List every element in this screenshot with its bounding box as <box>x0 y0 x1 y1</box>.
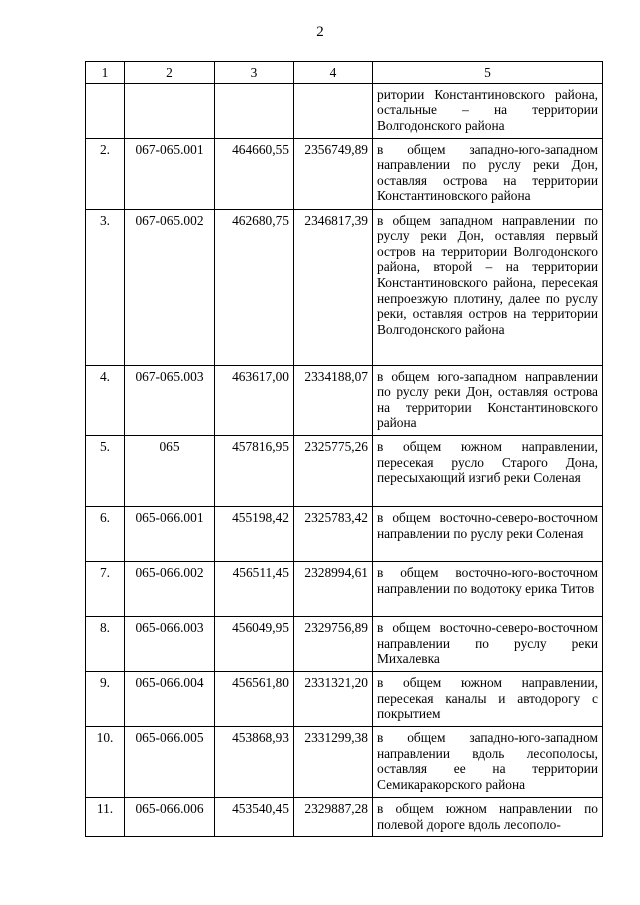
header-col-4: 4 <box>294 62 373 84</box>
table-header-row <box>86 62 603 84</box>
coordinate-y <box>294 83 373 138</box>
coordinate-y: 2325783,42 <box>294 506 373 561</box>
coordinate-y: 2346817,39 <box>294 209 373 365</box>
row-number: 9. <box>86 671 125 726</box>
coordinate-y: 2325775,26 <box>294 435 373 506</box>
coordinate-x: 456511,45 <box>215 561 294 616</box>
coordinate-y: 2329756,89 <box>294 616 373 671</box>
table-row <box>86 616 603 671</box>
point-code: 065 <box>125 435 215 506</box>
point-code: 065-066.006 <box>125 797 215 836</box>
page-number: 2 <box>316 24 324 40</box>
point-code: 065-066.001 <box>125 506 215 561</box>
table-row <box>86 726 603 797</box>
table-row <box>86 435 603 506</box>
row-number: 4. <box>86 365 125 435</box>
boundary-description: в общем юго-западном направлении по руслу реки Дон, оставляя острова на территории Константиновского района <box>373 365 603 435</box>
point-code: 065-066.004 <box>125 671 215 726</box>
row-number: 2. <box>86 138 125 209</box>
table-row <box>86 506 603 561</box>
table-row <box>86 561 603 616</box>
row-number: 11. <box>86 797 125 836</box>
boundary-table <box>85 61 603 837</box>
coordinate-y: 2331299,38 <box>294 726 373 797</box>
header-col-2: 2 <box>125 62 215 84</box>
coordinate-x: 463617,00 <box>215 365 294 435</box>
coordinate-x: 453868,93 <box>215 726 294 797</box>
coordinate-y: 2334188,07 <box>294 365 373 435</box>
coordinate-x: 457816,95 <box>215 435 294 506</box>
row-number: 7. <box>86 561 125 616</box>
coordinate-x: 455198,42 <box>215 506 294 561</box>
table-row <box>86 797 603 836</box>
point-code: 067-065.003 <box>125 365 215 435</box>
point-code: 067-065.002 <box>125 209 215 365</box>
boundary-description: ритории Константиновского района, остальные – на территории Волгодонского района <box>373 83 603 138</box>
boundary-description: в общем южном направлении по полевой дороге вдоль лесополо- <box>373 797 603 836</box>
boundary-description: в общем западно-юго-западном направлении вдоль лесополосы, оставляя ее на территории Семикаракорского района <box>373 726 603 797</box>
boundary-description: в общем восточно-северо-восточном направлении по руслу реки Михалевка <box>373 616 603 671</box>
boundary-description: в общем южном направлении, пересекая русло Старого Дона, пересыхающий изгиб реки Соленая <box>373 435 603 506</box>
point-code: 067-065.001 <box>125 138 215 209</box>
table-row <box>86 671 603 726</box>
coordinate-y: 2329887,28 <box>294 797 373 836</box>
boundary-description: в общем западно-юго-западном направлении по руслу реки Дон, оставляя острова на территории Константиновского района <box>373 138 603 209</box>
coordinate-y: 2328994,61 <box>294 561 373 616</box>
table-row <box>86 138 603 209</box>
point-code: 065-066.005 <box>125 726 215 797</box>
coordinate-x: 456561,80 <box>215 671 294 726</box>
header-col-1: 1 <box>86 62 125 84</box>
row-number: 6. <box>86 506 125 561</box>
boundary-description: в общем южном направлении, пересекая каналы и автодорогу с покрытием <box>373 671 603 726</box>
point-code: 065-066.003 <box>125 616 215 671</box>
coordinate-x: 464660,55 <box>215 138 294 209</box>
row-number: 3. <box>86 209 125 365</box>
coordinate-x: 453540,45 <box>215 797 294 836</box>
table-row <box>86 209 603 365</box>
coordinate-x: 462680,75 <box>215 209 294 365</box>
coordinate-y: 2356749,89 <box>294 138 373 209</box>
boundary-description: в общем восточно-юго-восточном направлении по водотоку ерика Титов <box>373 561 603 616</box>
table-row <box>86 83 603 138</box>
row-number: 8. <box>86 616 125 671</box>
header-col-3: 3 <box>215 62 294 84</box>
boundary-description: в общем восточно-северо-восточном направлении по руслу реки Соленая <box>373 506 603 561</box>
header-col-5: 5 <box>373 62 603 84</box>
boundary-description: в общем западном направлении по руслу реки Дон, оставляя первый остров на территории Волгодонского района, второй – на территории Константиновского района, пересекая непроезжую плотину, далее по руслу реки, оставляя остров на территории Волгодонского района <box>373 209 603 365</box>
point-code: 065-066.002 <box>125 561 215 616</box>
row-number <box>86 83 125 138</box>
row-number: 10. <box>86 726 125 797</box>
coordinate-x: 456049,95 <box>215 616 294 671</box>
point-code <box>125 83 215 138</box>
row-number: 5. <box>86 435 125 506</box>
coordinate-x <box>215 83 294 138</box>
table-row <box>86 365 603 435</box>
coordinate-y: 2331321,20 <box>294 671 373 726</box>
